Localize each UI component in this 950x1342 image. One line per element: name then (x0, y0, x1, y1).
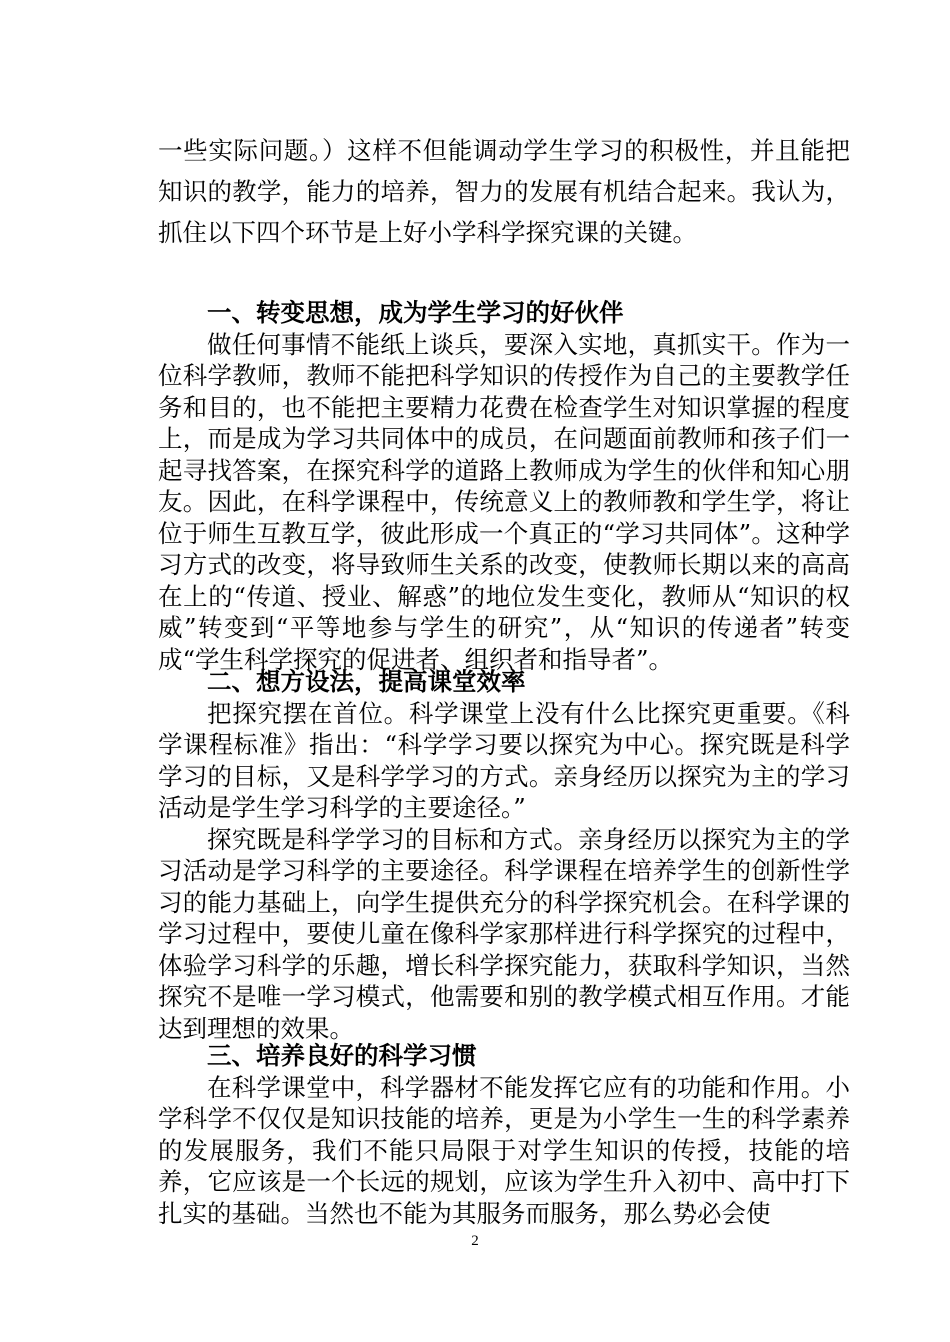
section-3 (158, 1040, 850, 1229)
section-1-heading: 一、转变思想，成为学生学习的好伙伴 (207, 298, 624, 327)
intro-text: 一些实际问题。）这样不但能调动学生学习的积极性，并且能把知识的教学，能力的培养，智力的发展有机结合起来。我认为，抓住以下四个环节是上好小学科学探究课的关键。 (158, 136, 850, 247)
intro-paragraph (158, 130, 850, 253)
section-1-paragraph-1: 做任何事情不能纸上谈兵，要深入实地，真抓实干。作为一位科学教师，教师不能把科学知识的传授作为自己的主要教学任务和目的，也不能把主要精力花费在检查学生对知识掌握的程度上，而是成为学习共同体中的成员，在问题面前教师和孩子们一起寻找答案，在探究科学的道路上教师成为学生的伙伴和知心朋友。因此，在科学课程中，传统意义上的教师教和学生学，将让位于师生互教互学，彼此形成一个真正的“学习共同体”。这种学习方式的改变，将导致师生关系的改变，使教师长期以来的高高在上的“传道、授业、解惑”的地位发生变化，教师从“知识的权威”转变到“平等地参与学生的研究”，从“知识的传递者”转变成“学生科学探究的促进者、组织者和指导者”。 (158, 329, 850, 674)
page-number: 2 (471, 1233, 479, 1249)
section-2-paragraph-2: 探究既是科学学习的目标和方式。亲身经历以探究为主的学习活动是学习科学的主要途径。科学课程在培养学生的创新性学习的能力基础上，向学生提供充分的科学探究机会。在科学课的学习过程中，要使儿童在像科学家那样进行科学探究的过程中，体验学习科学的乐趣，增长科学探究能力，获取科学知识，当然探究不是唯一学习模式，他需要和别的教学模式相互作用。才能达到理想的效果。 (158, 824, 850, 1043)
section-2 (158, 666, 850, 1044)
section-1 (158, 297, 850, 675)
section-2-heading: 二、想方设法，提高课堂效率 (207, 667, 526, 696)
section-3-paragraph-1: 在科学课堂中，科学器材不能发挥它应有的功能和作用。小学科学不仅仅是知识技能的培养，更是为小学生一生的科学素养的发展服务，我们不能只局限于对学生知识的传授，技能的培养，它应该是一个长远的规划，应该为学生升入初中、高中打下扎实的基础。当然也不能为其服务而服务，那么势必会使 (158, 1072, 850, 1228)
section-3-heading: 三、培养良好的科学习惯 (207, 1041, 477, 1070)
section-2-paragraph-1: 把探究摆在首位。科学课堂上没有什么比探究更重要。《科学课程标准》指出：“科学学习要以探究为中心。探究既是科学学习的目标，又是科学学习的方式。亲身经历以探究为主的学习活动是学生学习科学的主要途径。” (158, 698, 850, 822)
